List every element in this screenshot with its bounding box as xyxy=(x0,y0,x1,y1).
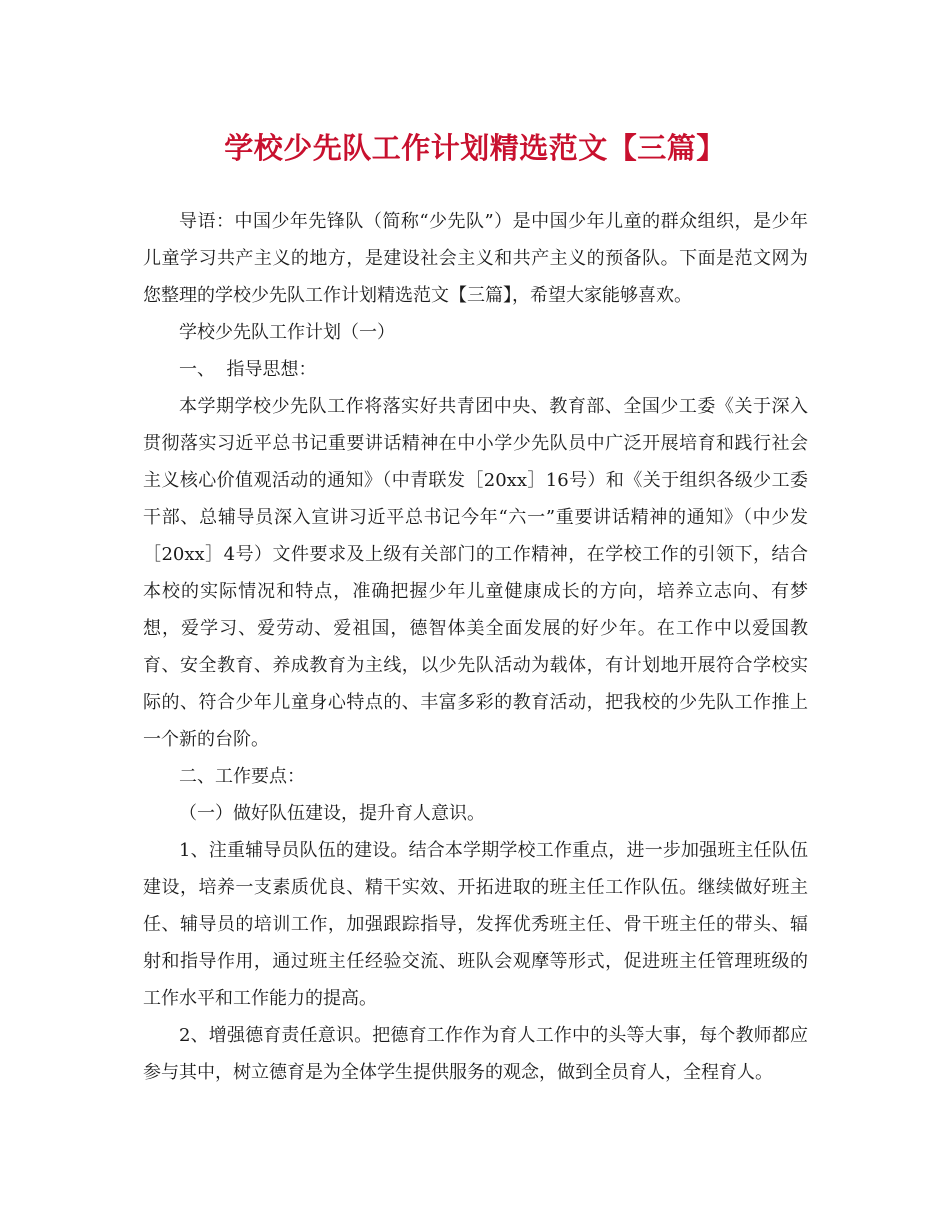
point-two-paragraph: 2、增强德育责任意识。把德育工作作为育人工作中的头等大事，每个教师都应参与其中，树立德育是为全体学生提供服务的观念，做到全员育人，全程育人。 xyxy=(143,1025,808,1083)
intro-paragraph: 导语：中国少年先锋队（简称“少先队”）是中国少年儿童的群众组织，是少年儿童学习共产主义的地方，是建设社会主义和共产主义的预备队。下面是范文网为您整理的学校少先队工作计划精选范文【三篇】，希望大家能够喜欢。 xyxy=(143,211,808,306)
document-title: 学校少先队工作计划精选范文【三篇】 xyxy=(224,131,726,165)
document-body xyxy=(143,203,808,1091)
point-one-paragraph: 1、注重辅导员队伍的建设。结合本学期学校工作重点，进一步加强班主任队伍建设，培养一支素质优良、精干实效、开拓进取的班主任工作队伍。继续做好班主任、辅导员的培训工作，加强跟踪指导，发挥优秀班主任、骨干班主任的带头、辐射和指导作用，通过班主任经验交流、班队会观摩等形式，促进班主任管理班级的工作水平和工作能力的提高。 xyxy=(143,840,808,1009)
section-heading-plan-one: 学校少先队工作计划（一） xyxy=(179,322,395,343)
subheading-team-building: （一）做好队伍建设，提升育人意识。 xyxy=(179,803,485,824)
heading-work-points: 二、工作要点： xyxy=(179,766,305,787)
heading-guiding-ideology: 一、 指导思想： xyxy=(179,359,317,380)
guiding-ideology-paragraph: 本学期学校少先队工作将落实好共青团中央、教育部、全国少工委《关于深入贯彻落实习近平总书记重要讲话精神在中小学少先队员中广泛开展培育和践行社会主义核心价值观活动的通知》（中青联发［20xx］16号）和《关于组织各级少工委干部、总辅导员深入宣讲习近平总书记今年“六一”重要讲话精神的通知》（中少发［20xx］4号）文件要求及上级有关部门的工作精神，在学校工作的引领下，结合本校的实际情况和特点，准确把握少年儿童健康成长的方向，培养立志向、有梦想，爱学习、爱劳动、爱祖国，德智体美全面发展的好少年。在工作中以爱国教育、安全教育、养成教育为主线，以少先队活动为载体，有计划地开展符合学校实际的、符合少年儿童身心特点的、丰富多彩的教育活动，把我校的少先队工作推上一个新的台阶。 xyxy=(143,396,808,750)
